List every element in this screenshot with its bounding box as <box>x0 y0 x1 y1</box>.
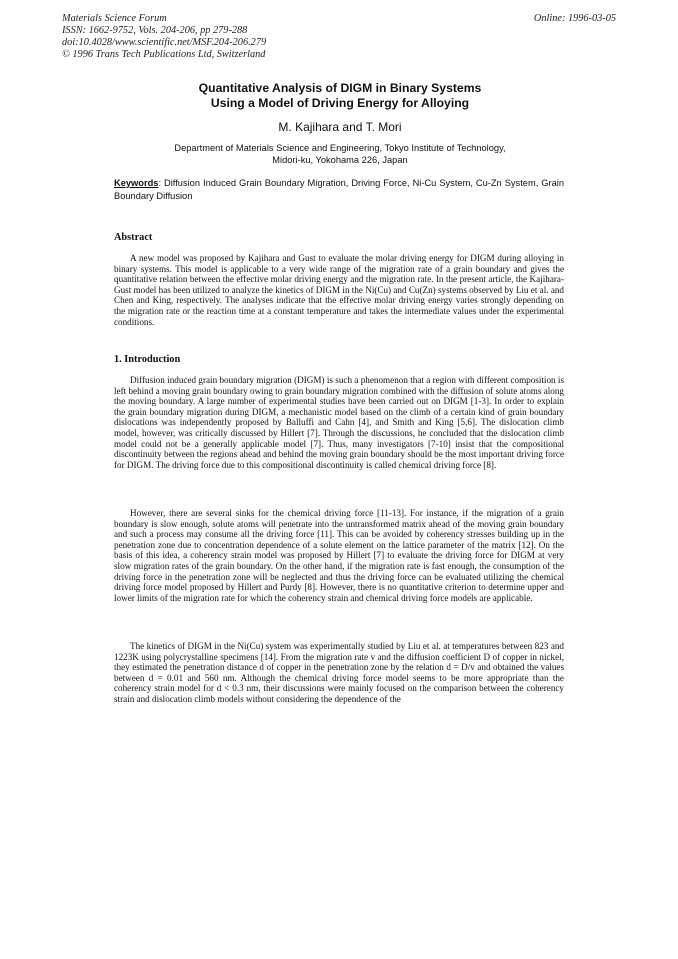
copyright-line: © 1996 Trans Tech Publications Ltd, Switzerland <box>62 49 266 60</box>
paper-title-line-2: Using a Model of Driving Energy for Alloying <box>210 96 470 110</box>
affiliation <box>120 142 560 166</box>
keywords-label: Keywords <box>114 178 159 188</box>
keywords <box>114 177 564 203</box>
abstract-text: A new model was proposed by Kajihara and Gust to evaluate the molar driving energy for DIGM during alloying in binary systems. This model is applicable to a very wide range of the migration rate of a grain boundary and gives the quantitative relation between the effective molar driving energy and the migration rate. In the present article, the Kajihara-Gust model has been utilized to analyze the kinetics of DIGM in the Ni(Cu) and Cu(Zn) systems observed by Liu et al. and Chen and King, respectively. The analyses indicate that the effective molar driving energy varies strongly depending on the migration rate or the reaction time at a constant temperature and takes the intermediate values under the experimental conditions. <box>114 253 564 327</box>
abstract-heading: Abstract <box>114 232 153 243</box>
intro-paragraph-1: Diffusion induced grain boundary migration (DIGM) is such a phenomenon that a region with different composition is left behind a moving grain boundary owing to grain boundary migration combined with the diffusion of solute atoms along the moving boundary. A large number of experimental studies have been carried out on DIGM [1-3]. In order to explain the grain boundary migration during DIGM, a mechanistic model based on the climb of a certain kind of grain boundary dislocations was independently proposed by Balluffi and Cahn [4], and Smith and King [5,6]. The dislocation climb model, however, was critically discussed by Hillert [7]. Through the discussions, he concluded that the dislocation climb model could not be a generally applicable model [7]. Thus, many investigators [7-10] insist that the compositional discontinuity between the regions ahead and behind the moving grain boundary should be the most important driving force for DIGM. The driving force due to this compositional discontinuity is called chemical driving force [8]. <box>114 375 564 470</box>
online-date: Online: 1996-03-05 <box>533 13 616 24</box>
doi-line: doi:10.4028/www.scientific.net/MSF.204-206.279 <box>62 37 267 48</box>
intro-paragraph-3: The kinetics of DIGM in the Ni(Cu) system was experimentally studied by Liu et al. at temperatures between 823 and 1223K using polycrystalline specimens [14]. From the migration rate v and the diffusion coefficient D of copper in nickel, they estimated the penetration distance d of copper in the penetration zone by the relation d = D/v and obtained the values between d = 0.01 and 560 nm. Although the chemical driving force model seems to be more appropriate than the coherency strain model for d < 0.3 nm, their discussions were mainly focused on the comparison between the coherency strain and dislocation climb models without considering the dependence of the <box>114 641 564 704</box>
journal-name: Materials Science Forum <box>62 13 167 24</box>
affiliation-line-2: Midori-ku, Yokohama 226, Japan <box>272 155 408 165</box>
authors: M. Kajihara and T. Mori <box>278 120 402 134</box>
journal-meta <box>62 13 266 61</box>
intro-paragraph-2: However, there are several sinks for the chemical driving force [11-13]. For instance, if the migration of a grain boundary is slow enough, solute atoms will penetrate into the untransformed matrix ahead of the moving grain boundary and such a process may consume all the driving force [11]. This can be avoided by coherency stresses building up in the penetration zone due to concentration dependence of a solute element on the lattice parameter of the matrix [12]. On the basis of this idea, a coherency strain model was proposed by Hillert [7] to evaluate the driving force for DIGM at very slow migration rates of the grain boundary. On the other hand, if the migration rate is fast enough, the consumption of the driving force in the penetration zone will be neglected and thus the driving force can be evaluated utilizing the chemical driving force model proposed by Hillert and Purdy [8]. However, there is no quantitative criterion to determine upper and lower limits of the migration rate for which the coherency strain and chemical driving force models are applicable. <box>114 508 564 603</box>
affiliation-line-1: Department of Materials Science and Engineering, Tokyo Institute of Technology, <box>174 143 506 153</box>
introduction-heading: 1. Introduction <box>114 354 181 365</box>
issn-line: ISSN: 1662-9752, Vols. 204-206, pp 279-288 <box>62 25 248 36</box>
keywords-text: : Diffusion Induced Grain Boundary Migration, Driving Force, Ni-Cu System, Cu-Zn System, Grain Boundary Diffusion <box>114 178 564 201</box>
paper-title-line-1: Quantitative Analysis of DIGM in Binary Systems <box>198 81 482 95</box>
